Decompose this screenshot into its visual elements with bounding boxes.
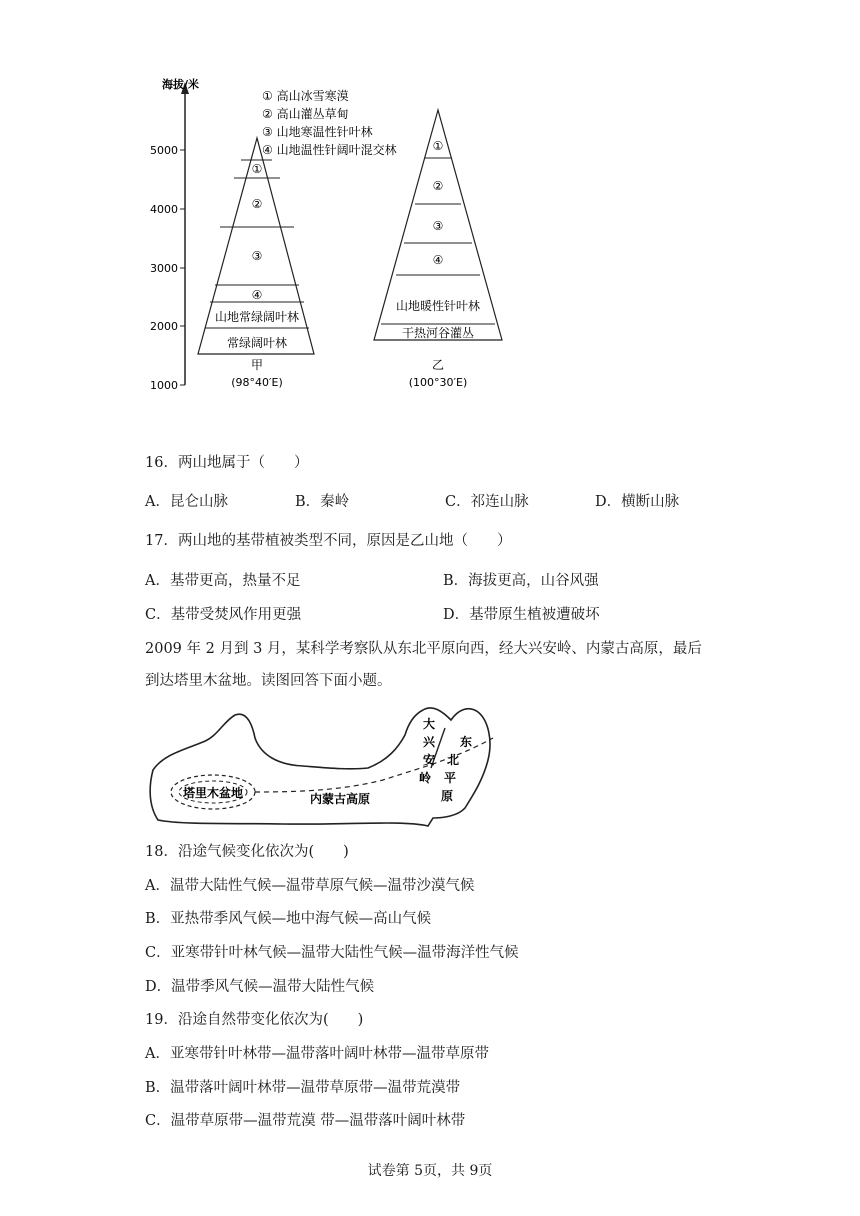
northeast-plain-label: 原 (440, 789, 454, 803)
q16-stem: 16．两山地属于（ ） (145, 455, 309, 471)
daxinganling-label: 大 (422, 717, 436, 731)
q16-option-c[interactable]: C．祁连山脉 (445, 494, 529, 510)
legend-item: ② 高山灌丛草甸 (262, 107, 349, 121)
mountain-longitude: (100°30′E) (408, 376, 468, 389)
passage-line-2: 到达塔里木盆地。读图回答下面小题。 (145, 673, 392, 689)
inner-mongolia-label: 内蒙古高原 (309, 792, 371, 806)
zone-label: ② (432, 179, 444, 193)
q16-option-b[interactable]: B．秦岭 (295, 494, 350, 510)
passage-line-1: 2009 年 2 月到 3 月，某科学考察队从东北平原向西，经大兴安岭、内蒙古高原，最后 (145, 641, 702, 657)
northeast-plain-label: 东 (459, 735, 473, 749)
q17-option-b[interactable]: B．海拔更高，山谷风强 (443, 573, 599, 589)
legend-item: ① 高山冰雪寒漠 (262, 89, 349, 103)
q18-option-c[interactable]: C．亚寒带针叶林气候—温带大陆性气候—温带海洋性气候 (145, 945, 519, 961)
daxinganling-label: 岭 (418, 771, 432, 785)
y-axis-label: 海拔/米 (162, 78, 200, 91)
q18-stem: 18．沿途气候变化依次为( ) (145, 844, 349, 860)
northeast-plain-label: 平 (443, 771, 457, 785)
mountain-name: 甲 (250, 358, 264, 372)
zone-label: 干热河谷灌丛 (401, 326, 475, 340)
q16-option-a[interactable]: A．昆仑山脉 (145, 494, 228, 510)
zone-label: ③ (432, 219, 444, 233)
q18-option-a[interactable]: A．温带大陆性气候—温带草原气候—温带沙漠气候 (145, 878, 475, 894)
q17-stem: 17．两山地的基带植被类型不同，原因是乙山地（ ） (145, 533, 512, 549)
q17-option-d[interactable]: D．基带原生植被遭破坏 (443, 607, 600, 623)
tick-label: 5000 (150, 144, 178, 157)
zone-label: ④ (432, 253, 444, 267)
zone-label: ④ (251, 288, 263, 302)
zone-label: ① (251, 162, 263, 176)
page-footer: 试卷第 5页，共 9页 (367, 1163, 493, 1179)
mountain-name: 乙 (431, 358, 445, 372)
zone-label: ① (432, 139, 444, 153)
zone-label: 山地常绿阔叶林 (214, 310, 300, 324)
zone-label: ③ (251, 249, 263, 263)
altitude-zonation-figure (150, 70, 520, 400)
northeast-plain-label: 北 (446, 753, 460, 767)
zone-label: 常绿阔叶林 (226, 336, 288, 350)
route-map (143, 700, 503, 830)
q19-option-c[interactable]: C．温带草原带—温带荒漠 带—温带落叶阔叶林带 (145, 1113, 466, 1129)
tarim-label: 塔里木盆地 (182, 786, 244, 800)
mountain-jia (198, 138, 314, 389)
q18-option-d[interactable]: D．温带季风气候—温带大陆性气候 (145, 979, 375, 995)
daxinganling-label: 安 (422, 753, 436, 767)
q17-option-c[interactable]: C．基带受焚风作用更强 (145, 607, 302, 623)
q16-option-d[interactable]: D．横断山脉 (595, 494, 680, 510)
tick-label: 1000 (150, 379, 178, 392)
q19-option-a[interactable]: A．亚寒带针叶林带—温带落叶阔叶林带—温带草原带 (145, 1046, 489, 1062)
q19-stem: 19．沿途自然带变化依次为( ) (145, 1012, 364, 1028)
tick-label: 4000 (150, 203, 178, 216)
q18-option-b[interactable]: B．亚热带季风气候—地中海气候—高山气候 (145, 911, 432, 927)
legend-item: ③ 山地寒温性针叶林 (262, 125, 373, 139)
q17-option-a[interactable]: A．基带更高，热量不足 (145, 573, 301, 589)
zone-label: ② (251, 197, 263, 211)
tick-label: 3000 (150, 262, 178, 275)
tick-label: 2000 (150, 320, 178, 333)
mountain-longitude: (98°40′E) (231, 376, 283, 389)
q19-option-b[interactable]: B．温带落叶阔叶林带—温带草原带—温带荒漠带 (145, 1080, 461, 1096)
daxinganling-label: 兴 (422, 735, 436, 749)
zone-label: 山地暖性针叶林 (395, 299, 481, 313)
map-outline (150, 708, 490, 826)
legend-item: ④ 山地温性针阔叶混交林 (262, 143, 397, 157)
